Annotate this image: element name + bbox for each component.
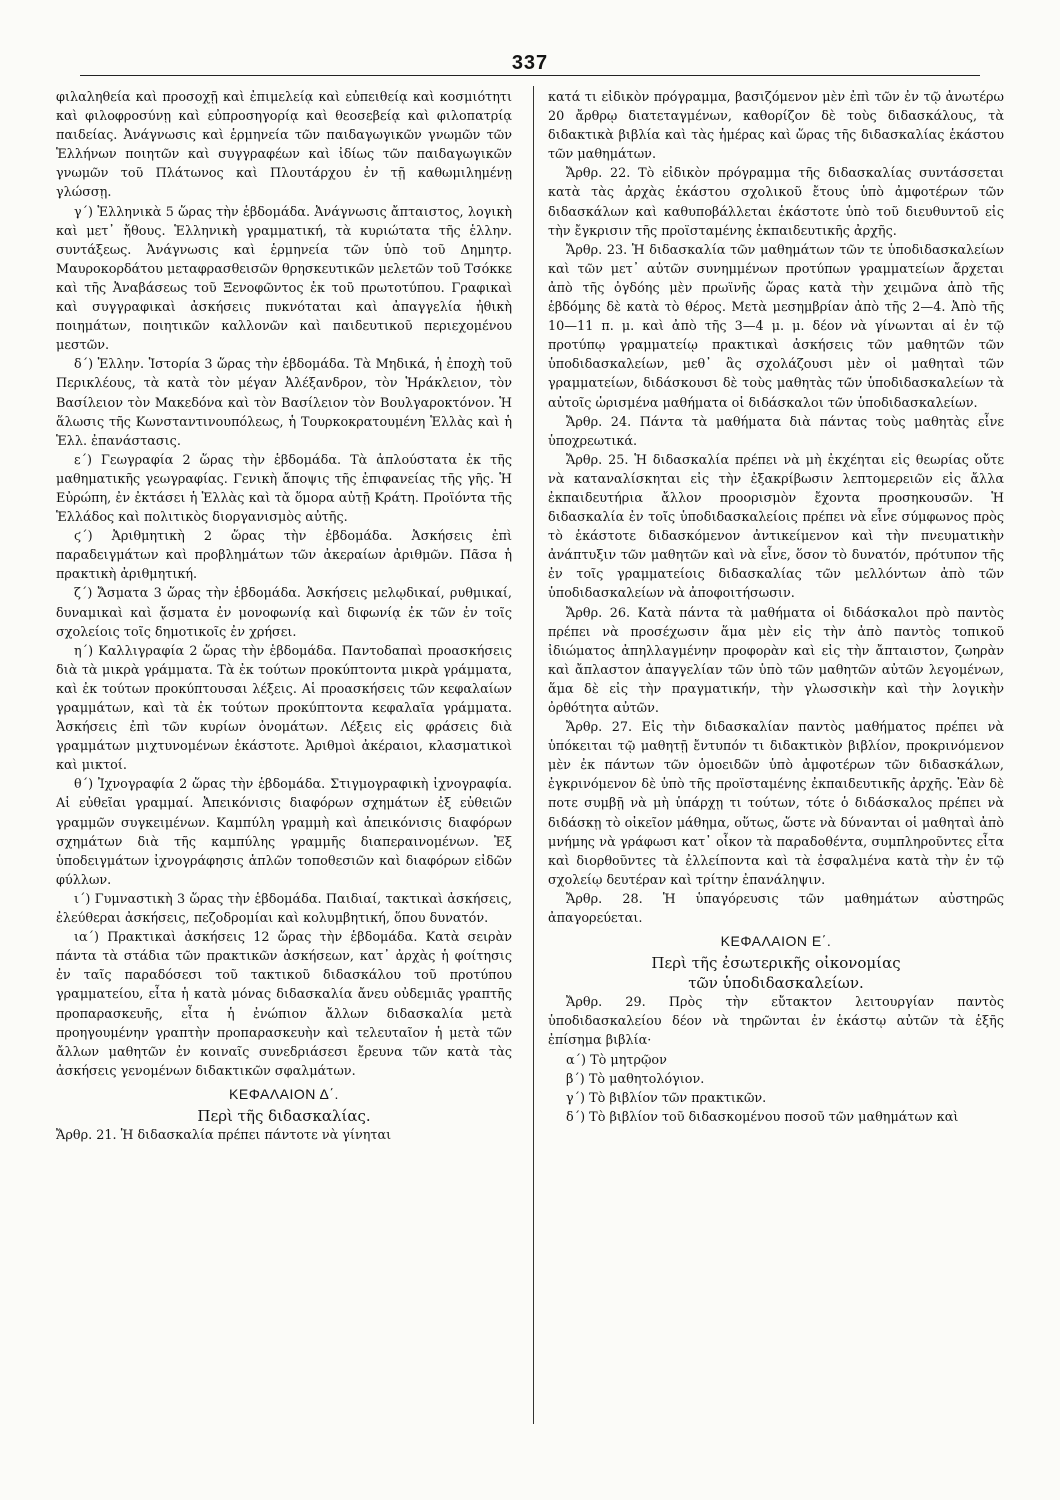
book-list-item: γ΄) Τὸ βιβλίον τῶν πρακτικῶν.	[566, 1090, 767, 1106]
chapter-heading-d: ΚΕΦΑΛΑΙΟΝ Δ΄.	[229, 1085, 339, 1102]
article-29: Ἄρθρ. 29. Πρὸς τὴν εὔτακτον λειτουργίαν παντὸς ὑποδιδασκαλείου δέον νὰ τηρῶνται ἐν ἑκάστῳ αὐτῶν τὰ ἑξῆς ἐπίσημα βιβλία·	[548, 995, 1004, 1049]
paragraph-greek-history: δ΄) Ἑλλην. Ἱστορία 3 ὥρας τὴν ἑβδομάδα. Τὰ Μηδικά, ἡ ἐποχὴ τοῦ Περικλέους, τὰ κατὰ τὸν μέγαν Ἀλέξανδρον, τὸν Ἡράκλειον, τὸν Βασίλειον τὸν Μακεδόνα καὶ τὸν Βασίλειον τὸν Βουλγαροκτόνον. Ἡ ἅλωσις τῆς Κωνσταντινουπόλεως, ἡ Τουρκοκρατουμένη Ἑλλὰς καὶ ἡ Ἑλλ. ἐπανάστασις.	[56, 357, 512, 449]
article-22: Ἄρθρ. 22. Τὸ εἰδικὸν πρόγραμμα τῆς διδασκαλίας συντάσσεται κατὰ τὰς ἀρχὰς ἑκάστου σχολικοῦ ἔτους ὑπὸ ἀμφοτέρων τῶν διδασκάλων καὶ καθυποβάλλεται ἑκάστοτε ὑπὸ τοῦ διευθυντοῦ εἰς τὴν ἔγκρισιν τῆς προϊσταμένης ἐκπαιδευτικῆς ἀρχῆς.	[548, 166, 1004, 239]
page-number: 337	[511, 52, 549, 74]
book-list-item: δ΄) Τὸ βιβλίον τοῦ διδασκομένου ποσοῦ τῶν μαθημάτων καὶ	[566, 1109, 959, 1125]
book-list-item: α΄) Τὸ μητρῷον	[566, 1052, 667, 1068]
paragraph-geography: ε΄) Γεωγραφία 2 ὥρας τὴν ἑβδομάδα. Τὰ ἁπλούστατα ἐκ τῆς μαθηματικῆς γεωγραφίας. Γενικὴ ἄποψις τῆς ἐπιφανείας τῆς γῆς. Ἡ Εὐρώπη, ἐν ἐκτάσει ἡ Ἑλλὰς καὶ τὰ ὅμορα αὐτῇ Κράτη. Προϊόντα τῆς Ἑλλάδος καὶ πολιτικὸς διοργανισμὸς αὐτῆς.	[56, 452, 512, 526]
left-column	[56, 88, 512, 1145]
article-27: Ἄρθρ. 27. Εἰς τὴν διδασκαλίαν παντὸς μαθήματος πρέπει νὰ ὑπόκειται τῷ μαθητῇ ἔντυπόν τι διδακτικὸν βιβλίον, προκρινόμενον μὲν ἐκ πάντων τῶν ὁμοειδῶν ὑπὸ ἀμφοτέρων τῶν διδασκάλων, ἐγκρινόμενον δὲ ὑπὸ τῆς προϊσταμένης ἐκπαιδευτικῆς ἀρχῆς. Ἐὰν δὲ ποτε συμβῇ νὰ μὴ ὑπάρχῃ τι τούτων, τότε ὁ διδάσκαλος πρέπει νὰ διδάσκῃ τὸ οἰκεῖον μάθημα, οὕτως, ὥστε νὰ δύνανται οἱ μαθηταὶ ἀπὸ μνήμης νὰ γράφωσι κατ᾽ οἶκον τὰ παραδοθέντα, συμπληροῦντες εἶτα καὶ διορθοῦντες τὰ ἐλλείποντα καὶ τὰ ἐσφαλμένα κατὰ τὴν ἐν τῷ σχολείῳ δευτέραν καὶ τρίτην ἐπανάληψιν.	[548, 720, 1004, 888]
article-21-start: Ἄρθρ. 21. Ἡ διδασκαλία πρέπει πάντοτε νὰ γίνηται	[56, 1127, 392, 1143]
book-list-item: β΄) Τὸ μαθητολόγιον.	[566, 1071, 705, 1087]
paragraph-arithmetic: ϛ΄) Ἀριθμητικὴ 2 ὥρας τὴν ἑβδομάδα. Ἀσκήσεις ἐπὶ παραδειγμάτων καὶ προβλημάτων τῶν ἀκεραίων ἀριθμῶν. Πᾶσα ἡ πρακτικὴ ἀριθμητική.	[56, 529, 512, 583]
chapter-title-e-line1: Περὶ τῆς ἐσωτερικῆς οἰκονομίας	[651, 954, 901, 973]
article-23: Ἄρθρ. 23. Ἡ διδασκαλία τῶν μαθημάτων τῶν τε ὑποδιδασκαλείων καὶ τῶν μετ᾽ αὐτῶν συνημμένων προτύπων γραμματείων ἄρχεται ἀπὸ τῆς ὀγδόης μὲν πρωϊνῆς ὥρας κατὰ τὴν χειμῶνα ἀπὸ τῆς ἑβδόμης δὲ κατὰ τὸ θέρος. Μετὰ μεσημβρίαν ἀπὸ τῆς 2—4. Ἀπὸ τῆς 10—11 π. μ. καὶ ἀπὸ τῆς 3—4 μ. μ. δέον νὰ γίνωνται αἱ ἐν τῷ προτύπῳ γραμματείῳ πρακτικαὶ ἀσκήσεις τῶν μαθητῶν τῶν ὑποδιδασκαλείων, μεθ᾽ ἃς σχολάζουσι μὲν οἱ μαθηταὶ τῶν γραμματείων, διδάσκουσι δὲ τοὺς μαθητὰς τῶν ὑποδιδασκαλείων τὰ αὐτοῖς ὡρισμένα μαθήματα οἱ διδάσκαλοι τῶν ὑποδιδασκαλείων.	[548, 242, 1004, 411]
article-21-continuation: κατά τι εἰδικὸν πρόγραμμα, βασιζόμενον μὲν ἐπὶ τῶν ἐν τῷ ἀνωτέρω 20 ἄρθρῳ διατεταγμένων, καθορίζον δὲ τοὺς διδασκάλους, τὰ διδακτικὰ βιβλία καὶ τὰς ἡμέρας καὶ ὥρας τῆς διδασκαλίας ἑκάστου τῶν μαθημάτων.	[548, 90, 1004, 163]
paragraph-drawing: θ΄) Ἰχνογραφία 2 ὥρας τὴν ἑβδομάδα. Στιγμογραφικὴ ἰχνογραφία. Αἱ εὐθεῖαι γραμμαί. Ἀπεικόνισις διαφόρων σχημάτων ἐξ εὐθειῶν γραμμῶν συγκειμένων. Καμπύλη γραμμὴ καὶ ἀπεικόνισις διαφόρων σχημάτων διὰ τῆς καμπύλης γραμμῆς διαπεραινομένων. Ἐξ ὑποδειγμάτων ἰχνογράφησις ἁπλῶν τοποθεσιῶν καὶ διαφόρων εἰδῶν φύλλων.	[56, 777, 512, 888]
paragraph-gymnastics: ι΄) Γυμναστικὴ 3 ὥρας τὴν ἑβδομάδα. Παιδιαί, τακτικαὶ ἀσκήσεις, ἐλεύθεραι ἀσκήσεις, πεζοδρομίαι καὶ κολυμβητική, ὅπου δυνατόν.	[56, 891, 512, 927]
paragraph-practical-exercises: ια΄) Πρακτικαὶ ἀσκήσεις 12 ὥρας τὴν ἑβδομάδα. Κατὰ σειρὰν πάντα τὰ στάδια τῶν πρακτικῶν ἀσκήσεων, κατ᾽ ἀρχὰς ἡ φοίτησις ἐν ταῖς παραδόσεσι τοῦ τακτικοῦ διδασκάλου τοῦ προτύπου γραμματείου, εἶτα ἡ κατὰ μόνας διδασκαλία ἄνευ οὐδεμιᾶς γραπτῆς προπαρασκευῆς, εἶτα ἡ ἐνώπιον ἄλλων διδασκαλία μετὰ προηγουμένην γραπτὴν προπαρασκευὴν καὶ τελευταῖον ἡ μετὰ τῶν ἄλλων μαθητῶν ἐν κοιναῖς συνεδριάσεσι ἔρευνα τῶν κατὰ τὰς ἀσκήσεις γενομένων διδακτικῶν σφαλμάτων.	[56, 930, 512, 1079]
paragraph-calligraphy: η΄) Καλλιγραφία 2 ὥρας τὴν ἑβδομάδα. Παντοδαπαὶ προασκήσεις διὰ τὰ μικρὰ γράμματα. Τὰ ἐκ τούτων προκύπτοντα μικρὰ γράμματα, καὶ ἐκ τούτων προκύπτουσαι λέξεις. Αἱ προασκήσεις τῶν κεφαλαίων γραμμάτων, καὶ τὰ ἐκ τούτων προκύπτοντα κεφαλαῖα γράμματα. Ἀσκήσεις ἐπὶ τῶν κυρίων ὀνομάτων. Λέξεις εἰς φράσεις διὰ γραμμάτων μιχτυνομένων ἑκάστοτε. Ἀριθμοὶ ἀκέραιοι, κλασματικοὶ καὶ μικτοί.	[56, 643, 512, 774]
chapter-title-e-line2: τῶν ὑποδιδασκαλείων.	[688, 974, 864, 993]
column-divider	[533, 86, 534, 1424]
article-25: Ἄρθρ. 25. Ἡ διδασκαλία πρέπει νὰ μὴ ἐκχέηται εἰς θεωρίας οὔτε νὰ καταναλίσκηται εἰς τὴν ἐξακρίβωσιν λεπτομερειῶν εἰς ἄλλα ἐκπαιδευτήρια ἄλλον προορισμὸν ἔχοντα προσηκουσῶν. Ἡ διδασκαλία ἐν τοῖς ὑποδιδασκαλείοις πρέπει νὰ εἶνε σύμφωνος πρὸς τὸ ἑκάστοτε διδασκόμενον ἀντικείμενον καὶ τὴν πνευματικὴν ἀνάπτυξιν τῶν μαθητῶν καὶ νὰ εἶνε, ὅσον τὸ δυνατόν, πρότυπον τῆς ἐν τοῖς γραμματείοις διδασκαλίας τῶν μελλόντων ἀπὸ τῶν ὑποδιδασκαλείων νὰ ἀποφοιτήσωσιν.	[548, 452, 1004, 602]
article-24: Ἄρθρ. 24. Πάντα τὰ μαθήματα διὰ πάντας τοὺς μαθητὰς εἶνε ὑποχρεωτικά.	[548, 414, 1004, 449]
article-26: Ἄρθρ. 26. Κατὰ πάντα τὰ μαθήματα οἱ διδάσκαλοι πρὸ παντὸς πρέπει νὰ προσέχωσιν ἅμα μὲν εἰς τὴν ἀπὸ παντὸς τοπικοῦ ἰδιώματος ἀπηλλαγμένην προφορὰν καὶ εἰς τὴν ἄπταιστον, ζωηρὰν καὶ ἄπλαστον ἀπαγγελίαν τῶν ὑπὸ τῶν μαθητῶν αὐτῶν λεγομένων, ἅμα δὲ εἰς τὴν πραγματικήν, τὴν γλωσσικὴν καὶ τὴν λογικὴν ὀρθότητα αὐτῶν.	[548, 605, 1004, 716]
chapter-heading-e: ΚΕΦΑΛΑΙΟΝ Ε΄.	[720, 933, 832, 950]
header-rule	[80, 75, 980, 76]
chapter-title-d: Περὶ τῆς διδασκαλίας.	[197, 1106, 371, 1125]
paragraph-continuation: φιλαληθεία καὶ προσοχῇ καὶ ἐπιμελείᾳ καὶ εὐπειθείᾳ καὶ κοσμιότητι καὶ φιλοφροσύνῃ καὶ εὐπροσηγορίᾳ καὶ θεοσεβείᾳ καὶ φιλοπατρίᾳ παιδείας. Ἀνάγνωσις καὶ ἑρμηνεία τῶν παιδαγωγικῶν γνωμῶν τῶν Ἑλλήνων ποιητῶν καὶ συγγραφέων καὶ ἰδίως τῶν παιδαγωγικῶν γνωμῶν τοῦ Πλάτωνος καὶ Πλουτάρχου ἐν τῇ καθωμιλημένῃ γλώσσῃ.	[56, 90, 512, 201]
right-column	[548, 88, 1004, 1127]
article-28: Ἄρθρ. 28. Ἡ ὑπαγόρευσις τῶν μαθημάτων αὐστηρῶς ἀπαγορεύεται.	[548, 891, 1004, 927]
paragraph-greek-language: γ΄) Ἑλληνικὰ 5 ὥρας τὴν ἑβδομάδα. Ἀνάγνωσις ἄπταιστος, λογικὴ καὶ μετ᾽ ἤθους. Ἑλληνικὴ γραμματική, τὰ κυριώτατα τῆς ἑλλην. συντάξεως. Ἀνάγνωσις καὶ ἑρμηνεία τῶν ὑπὸ τοῦ Δημητρ. Μαυροκορδάτου μεταφρασθεισῶν θρησκευτικῶν μελετῶν τοῦ Τσόκκε καὶ τῆς Ἀναβάσεως τοῦ Ξενοφῶντος ἐκ τοῦ πρωτοτύπου. Γραφικαὶ καὶ συγγραφικαὶ ἀσκήσεις πυκνόταται καὶ ἀπαγγελία ἠθικὴ ποιημάτων, ποιητικῶν καλλονῶν καὶ παιδευτικοῦ περιεχομένου μεστῶν.	[56, 204, 512, 354]
paragraph-songs: ζ΄) Ἄσματα 3 ὥρας τὴν ἑβδομάδα. Ἀσκήσεις μελῳδικαί, ρυθμικαί, δυναμικαὶ καὶ ᾄσματα ἐν μονοφωνίᾳ καὶ διφωνίᾳ ἐκ τῶν ἐν τοῖς σχολείοις τοῖς δημοτικοῖς ἐν χρήσει.	[56, 586, 512, 640]
